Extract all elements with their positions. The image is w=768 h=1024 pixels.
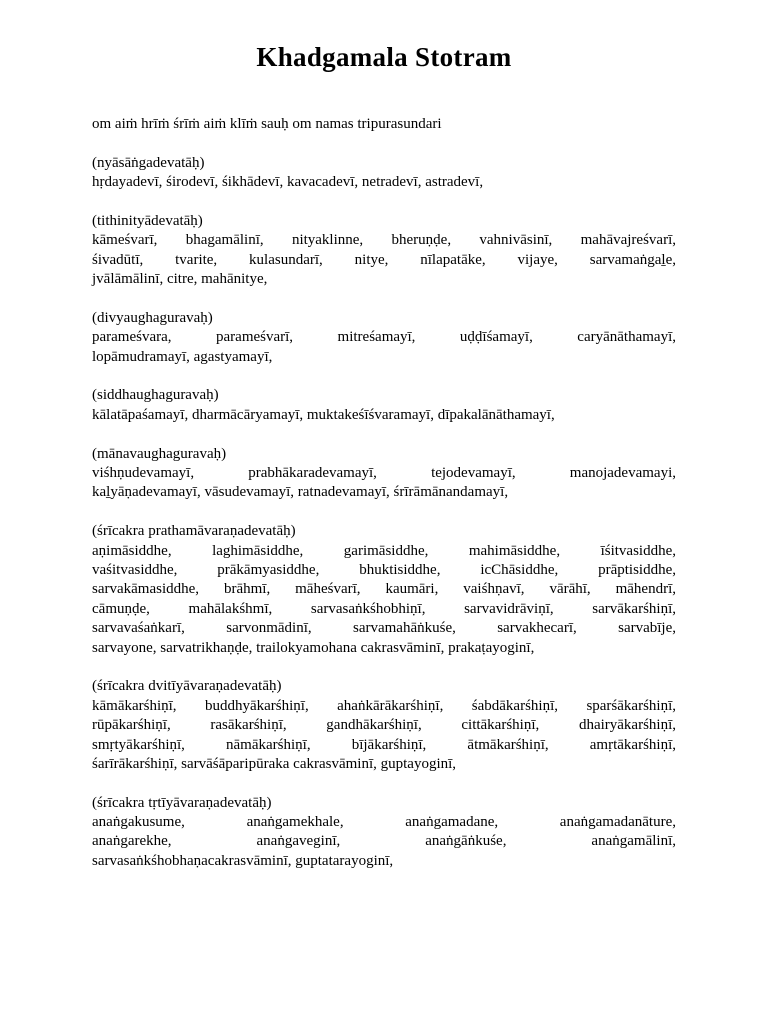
stotram-section xyxy=(92,212,676,290)
verse-line: om aiṁ hrīṁ śrīṁ aiṁ klīṁ sauḥ om namas tripurasundari xyxy=(92,116,442,132)
verse-line: kāmākarśhiṇī, buddhyākarśhiṇī, ahaṅkārākarśhiṇī, śabdākarśhiṇī, sparśākarśhiṇī, xyxy=(92,697,676,714)
verse-line: rūpākarśhiṇī, rasākarśhiṇī, gandhākarśhiṇī, cittākarśhiṇī, dhairyākarśhiṇī, xyxy=(92,717,676,734)
verse-line: kālatāpaśamayī, dharmācāryamayī, muktakeśīśvaramayī, dīpakalānāthamayī, xyxy=(92,406,555,423)
section-heading: (śrīcakra prathamāvaraṇadevatāḥ) xyxy=(92,523,296,540)
section-heading: (divyaughaguravaḥ) xyxy=(92,309,213,326)
section-heading: (mānavaughaguravaḥ) xyxy=(92,445,227,462)
section-heading: (nyāsāṅgadevatāḥ) xyxy=(92,154,205,171)
verse-line: sarvakāmasiddhe, brāhmī, māheśvarī, kaumāri, vaiśhṇavī, vārāhī, māhendrī, xyxy=(92,581,676,598)
verse-line: sarvayone, sarvatrikhaṇḍe, trailokyamohana cakrasvāminī, prakaṭayoginī, xyxy=(92,639,535,656)
verse-line: smṛtyākarśhiṇī, nāmākarśhiṇī, bījākarśhiṇī, ātmākarśhiṇī, amṛtākarśhiṇī, xyxy=(92,736,676,753)
stotram-section xyxy=(92,677,676,774)
verse-line: śivadūtī, tvarite, kulasundarī, nitye, nīlapatāke, vijaye, sarvamaṅgaḻe, xyxy=(92,251,676,268)
verse-line: vaśitvasiddhe, prākāmyasiddhe, bhuktisiddhe, icChāsiddhe, prāptisiddhe, xyxy=(92,561,676,578)
section-gap xyxy=(92,193,676,212)
verse-line: sarvasaṅkśhobhaṇacakrasvāminī, guptatarayoginī, xyxy=(92,852,394,869)
section-heading: (siddhaughaguravaḥ) xyxy=(92,387,219,404)
verse-line: lopāmudramayī, agastyamayī, xyxy=(92,348,273,365)
section-gap xyxy=(92,367,676,386)
section-gap xyxy=(92,774,676,793)
stotram-section xyxy=(92,115,676,134)
verse-line: anaṅgakusume, anaṅgamekhale, anaṅgamadane, anaṅgamadanāture, xyxy=(92,814,676,831)
stotram-section xyxy=(92,445,676,503)
verse-line: sarvavaśaṅkarī, sarvonmādinī, sarvamahāṅkuśe, sarvakhecarī, sarvabīje, xyxy=(92,620,676,637)
section-heading: (tithinityādevatāḥ) xyxy=(92,212,203,229)
stotram-body xyxy=(92,115,676,871)
page-title: Khadgamala Stotram xyxy=(256,42,512,72)
section-gap xyxy=(92,425,676,444)
verse-line: parameśvara, parameśvarī, mitreśamayī, uḍḍīśamayī, caryānāthamayī, xyxy=(92,329,676,346)
section-heading: (śrīcakra tṛtīyāvaraṇadevatāḥ) xyxy=(92,794,272,811)
stotram-section xyxy=(92,522,676,658)
section-gap xyxy=(92,134,676,153)
verse-line: śarīrākarśhiṇī, sarvāśāparipūraka cakrasvāminī, guptayoginī, xyxy=(92,755,457,772)
section-gap xyxy=(92,290,676,309)
stotram-section xyxy=(92,386,676,425)
verse-line: hṛdayadevī, śirodevī, śikhādevī, kavacadevī, netradevī, astradevī, xyxy=(92,174,484,191)
verse-line: kaḻyāṇadevamayī, vāsudevamayī, ratnadevamayī, śrīrāmānandamayī, xyxy=(92,484,509,501)
stotram-section xyxy=(92,154,676,193)
verse-line: kāmeśvarī, bhagamālinī, nityaklinne, bheruṇḍe, vahnivāsinī, mahāvajreśvarī, xyxy=(92,232,676,249)
verse-line: anaṅgarekhe, anaṅgaveginī, anaṅgāṅkuśe, anaṅgamālinī, xyxy=(92,833,676,850)
stotram-section xyxy=(92,794,676,872)
section-gap xyxy=(92,503,676,522)
verse-line: jvālāmālinī, citre, mahānitye, xyxy=(92,271,268,288)
verse-line: viśhṇudevamayī, prabhākaradevamayī, tejodevamayī, manojadevamayi, xyxy=(92,465,676,482)
verse-line: aṇimāsiddhe, laghimāsiddhe, garimāsiddhe, mahimāsiddhe, īśitvasiddhe, xyxy=(92,542,676,559)
stotram-section xyxy=(92,309,676,367)
verse-line: cāmuṇḍe, mahālakśhmī, sarvasaṅkśhobhiṇī, sarvavidrāviṇī, sarvākarśhiṇī, xyxy=(92,600,676,617)
section-gap xyxy=(92,658,676,677)
section-heading: (śrīcakra dvitīyāvaraṇadevatāḥ) xyxy=(92,678,282,695)
